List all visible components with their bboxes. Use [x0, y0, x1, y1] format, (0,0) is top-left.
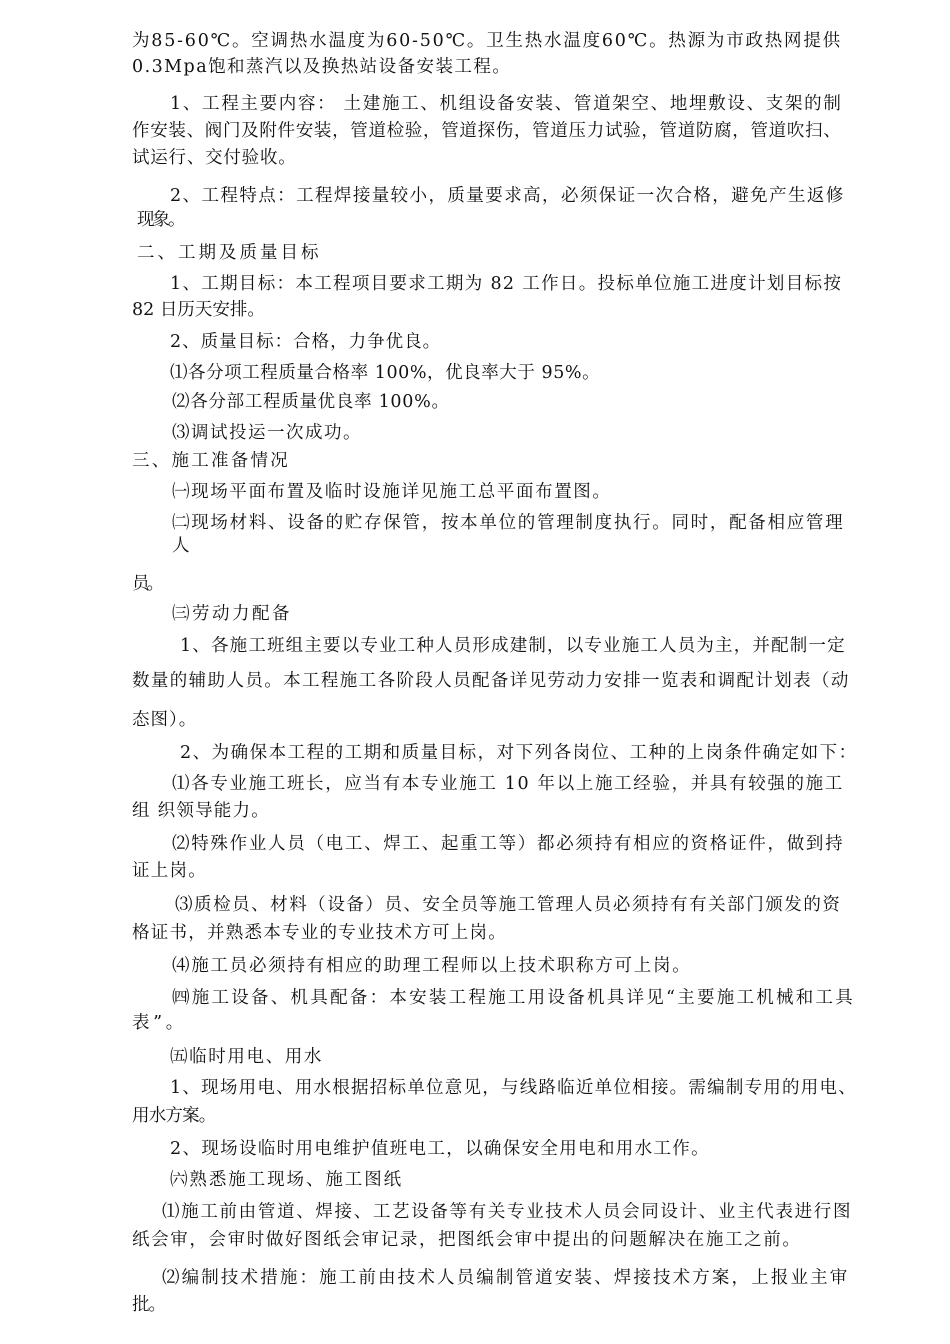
subsection-heading: ㈥熟悉施工现场、施工图纸: [170, 1170, 404, 1190]
text-line: ⑴各分项工程质量合格率 100%，优良率大于 95%。: [170, 363, 601, 383]
text-line: 1、工程主要内容： 土建施工、机组设备安装、管道架空、地埋敷设、支架的制: [170, 94, 843, 114]
subsection-heading: ㈤临时用电、用水: [170, 1047, 324, 1067]
text-line: 2、工程特点：工程焊接量较小，质量要求高，必须保证一次合格，避免产生返修: [170, 186, 845, 206]
text-line: 员。: [132, 574, 161, 594]
text-line: 数量的辅助人员。本工程施工各阶段人员配备详见劳动力安排一览表和调配计划表（动: [132, 671, 850, 691]
text-line: 态图）。: [132, 710, 198, 730]
text-line: ⑵特殊作业人员（电工、焊工、起重工等）都必须持有相应的资格证件，做到持: [172, 834, 845, 854]
text-line: 2、现场设临时用电维护值班电工，以确保安全用电和用水工作。: [170, 1139, 710, 1159]
text-line: 1、各施工班组主要以专业工种人员形成建制，以专业施工人员为主，并配制一定: [180, 636, 846, 656]
text-line: 组 织领导能力。: [132, 801, 271, 821]
text-line: ⑴施工前由管道、焊接、工艺设备等有关专业技术人员会同设计、业主代表进行图: [162, 1202, 853, 1222]
text-line: 现象。: [137, 210, 184, 230]
text-line: 0.3Mpa饱和蒸汽以及换热站设备安装工程。: [132, 57, 512, 77]
text-line: 1、现场用电、用水根据招标单位意见，与线路临近单位相接。需编制专用的用电、: [170, 1078, 858, 1098]
text-line: 用水方案。: [132, 1106, 216, 1126]
text-line: ⑵各分部工程质量优良率 100%。: [172, 392, 450, 412]
text-line: ⑵编制技术措施：施工前由技术人员编制管道安装、焊接技术方案，上报业主审: [162, 1268, 850, 1288]
text-line: ㈡现场材料、设备的贮存保管，按本单位的管理制度执行。同时，配备相应管理: [172, 513, 845, 533]
text-line: 1、工期目标：本工程项目要求工期为 82 工作日。投标单位施工进度计划目标按: [170, 274, 843, 294]
text-line: 作安装、阀门及附件安装，管道检验，管道探伤，管道压力试验，管道防腐，管道吹扫、: [132, 121, 842, 141]
text-line: 纸会审，会审时做好图纸会审记录，把图纸会审中提出的问题解决在施工之前。: [132, 1230, 802, 1250]
text-line: 试运行、交付验收。: [132, 148, 297, 168]
text-line: 批。: [132, 1295, 165, 1315]
text-line: 表”。: [132, 1013, 187, 1033]
text-line: 为85-60℃。空调热水温度为60-50℃。卫生热水温度60℃。热源为市政热网提供: [132, 31, 842, 51]
section-heading: 三、施工准备情况: [132, 451, 290, 471]
text-line: 证上岗。: [132, 861, 207, 881]
text-line: ⑷施工员必须持有相应的助理工程师以上技术职称方可上岗。: [172, 956, 692, 976]
text-line: ⑶质检员、材料（设备）员、安全员等施工管理人员必须持有有关部门颁发的资: [175, 895, 842, 915]
text-line: 2、为确保本工程的工期和质量目标，对下列各岗位、工种的上岗条件确定如下：: [180, 743, 858, 763]
text-line: 格证书，并熟悉本专业的专业技术方可上岗。: [132, 923, 507, 943]
text-line: 人: [172, 536, 190, 556]
text-line: 82 日历天安排。: [132, 300, 265, 320]
subsection-heading: ㈢劳动力配备: [172, 604, 292, 624]
section-heading: 二、工期及质量目标: [137, 243, 322, 263]
text-line: ㈠现场平面布置及临时设施详见施工总平面布置图。: [172, 482, 612, 502]
text-line: 2、质量目标：合格，力争优良。: [170, 332, 442, 352]
text-line: ⑶调试投运一次成功。: [172, 423, 362, 443]
text-line: ㈣施工设备、机具配备：本安装工程施工用设备机具详见“主要施工机械和工具: [172, 988, 856, 1008]
text-line: ⑴各专业施工班长，应当有本专业施工 10 年以上施工经验，并具有较强的施工: [172, 774, 844, 794]
